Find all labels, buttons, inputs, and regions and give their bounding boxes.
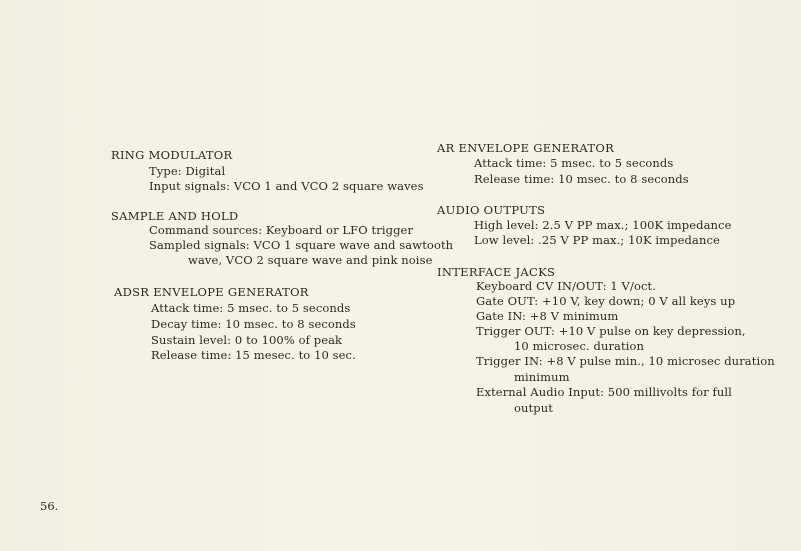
adsr-decay-time: Decay time: 10 msec. to 8 seconds: [151, 317, 356, 331]
audio-outputs-high-level: High level: 2.5 V PP max.; 100K impedance: [474, 218, 732, 232]
interface-jacks-heading: INTERFACE JACKS: [437, 265, 556, 279]
sample-and-hold-command-sources: Command sources: Keyboard or LFO trigger: [149, 223, 414, 237]
adsr-sustain-level: Sustain level: 0 to 100% of peak: [151, 333, 343, 347]
ring-modulator-type: Type: Digital: [149, 164, 226, 178]
ar-attack-time: Attack time: 5 msec. to 5 seconds: [474, 156, 674, 170]
adsr-attack-time: Attack time: 5 msec. to 5 seconds: [151, 301, 351, 315]
interface-jacks-gate-in: Gate IN: +8 V minimum: [476, 309, 619, 323]
adsr-release-time: Release time: 15 mesec. to 10 sec.: [151, 348, 356, 362]
ring-modulator-heading: RING MODULATOR: [111, 148, 233, 162]
interface-jacks-keyboard-cv: Keyboard CV IN/OUT: 1 V/oct.: [476, 279, 656, 293]
sample-and-hold-sampled-signals: Sampled signals: VCO 1 square wave and sawtooth: [149, 238, 454, 252]
sample-and-hold-heading: SAMPLE AND HOLD: [111, 209, 239, 223]
audio-outputs-heading: AUDIO OUTPUTS: [437, 203, 546, 217]
ar-release-time: Release time: 10 msec. to 8 seconds: [474, 172, 689, 186]
adsr-heading: ADSR ENVELOPE GENERATOR: [114, 285, 309, 299]
page-number: 56.: [40, 499, 59, 513]
interface-jacks-external-audio-cont: output: [514, 401, 553, 415]
ar-heading: AR ENVELOPE GENERATOR: [437, 141, 615, 155]
interface-jacks-trigger-in: Trigger IN: +8 V pulse min., 10 microsec duration: [476, 354, 775, 368]
interface-jacks-trigger-out: Trigger OUT: +10 V pulse on key depression,: [476, 324, 746, 338]
interface-jacks-trigger-in-cont: minimum: [514, 370, 570, 384]
audio-outputs-low-level: Low level: .25 V PP max.; 10K impedance: [474, 233, 720, 247]
interface-jacks-trigger-out-cont: 10 microsec. duration: [514, 339, 645, 353]
ring-modulator-input-signals: Input signals: VCO 1 and VCO 2 square waves: [149, 179, 424, 193]
sample-and-hold-sampled-signals-cont: wave, VCO 2 square wave and pink noise: [188, 253, 433, 267]
interface-jacks-gate-out: Gate OUT: +10 V, key down; 0 V all keys up: [476, 294, 736, 308]
interface-jacks-external-audio: External Audio Input: 500 millivolts for full: [476, 385, 732, 399]
